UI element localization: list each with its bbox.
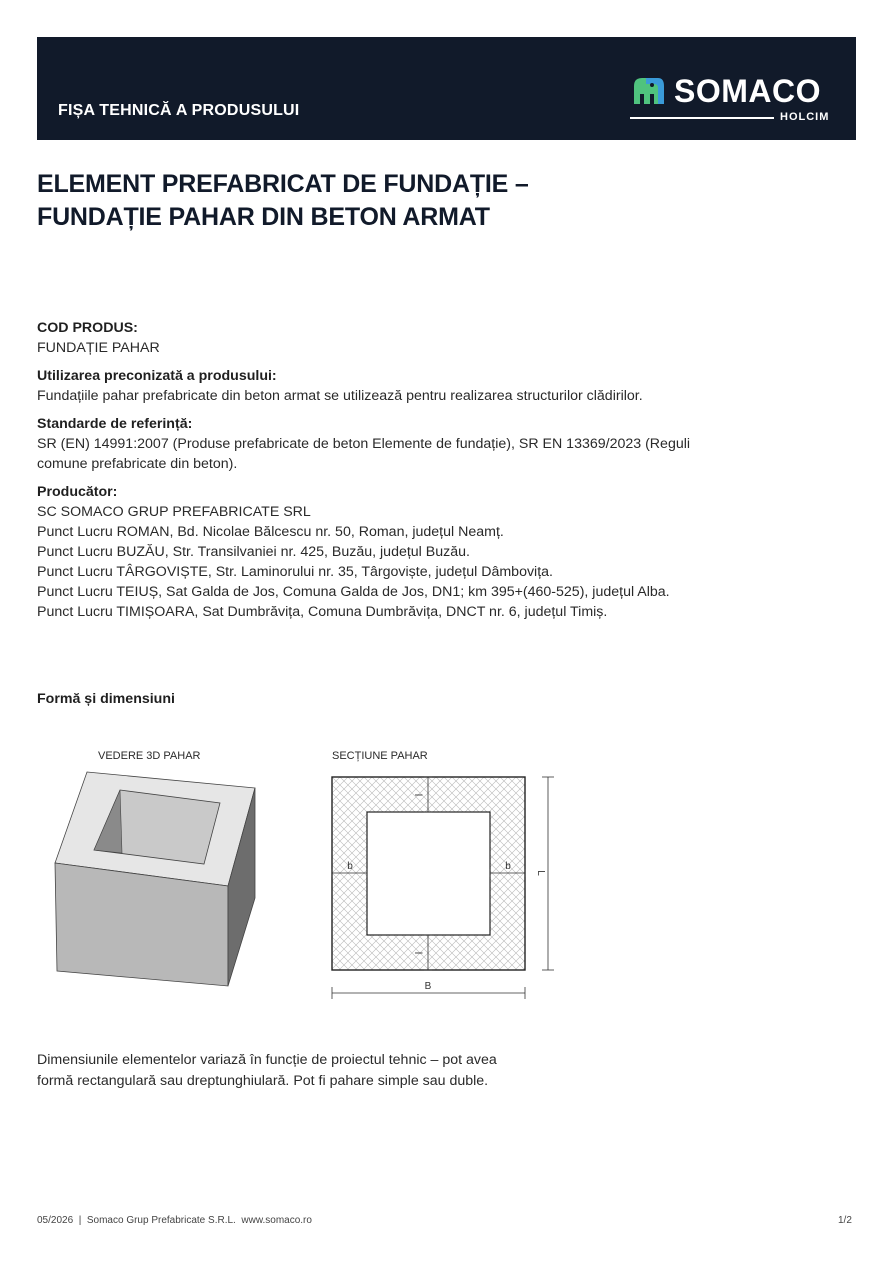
logo-subtitle: HOLCIM	[780, 111, 830, 123]
dim-label-l-bottom: l	[412, 951, 423, 955]
document-type-label: FIȘA TEHNICĂ A PRODUSULUI	[58, 102, 300, 119]
dim-label-L: L	[535, 870, 546, 876]
dim-label-B: B	[424, 981, 432, 992]
footer-info: 05/2026 | Somaco Grup Prefabricate S.R.L. www.somaco.ro	[37, 1215, 312, 1226]
header-banner	[37, 37, 856, 140]
logo-divider	[630, 117, 774, 119]
inner-cavity	[367, 812, 490, 935]
producer-line: Punct Lucru TIMIȘOARA, Sat Dumbrăvița, Comuna Dumbrăvița, DNCT nr. 6, județul Timiș.	[37, 604, 608, 620]
page-number: 1/2	[838, 1215, 852, 1226]
dim-label-b-left: b	[347, 861, 353, 872]
title-line-2: FUNDAȚIE PAHAR DIN BETON ARMAT	[37, 203, 490, 231]
pahar-3d-view	[50, 768, 260, 988]
section-heading: Formă și dimensiuni	[37, 691, 175, 707]
note-line-1: Dimensiunile elementelor variază în funcție de proiectul tehnic – pot avea	[37, 1052, 497, 1068]
dimensions-note	[37, 1050, 597, 1092]
logo-wordmark: SOMACO	[674, 73, 821, 109]
note-line-2: formă rectangulară sau dreptunghiulară. Pot fi pahare simple sau duble.	[37, 1073, 489, 1089]
util-label: Utilizarea preconizată a produsului:	[37, 368, 277, 384]
producer-line: Punct Lucru ROMAN, Bd. Nicolae Bălcescu nr. 50, Roman, județul Neamț.	[37, 524, 504, 540]
pahar-section-view	[320, 765, 560, 1005]
product-info	[37, 318, 797, 622]
producer-line: Punct Lucru TÂRGOVIȘTE, Str. Laminorului nr. 35, Târgoviște, județul Dâmbovița.	[37, 564, 553, 580]
util-value: Fundațiile pahar prefabricate din beton armat se utilizează pentru realizarea structurilor clădirilor.	[37, 388, 643, 404]
std-label: Standarde de referință:	[37, 416, 193, 432]
cod-label: COD PRODUS:	[37, 320, 138, 336]
producer-line: SC SOMACO GRUP PREFABRICATE SRL	[37, 504, 311, 520]
elephant-icon	[630, 74, 668, 108]
caption-section-view: SECȚIUNE PAHAR	[332, 750, 428, 762]
producer-line: Punct Lucru BUZĂU, Str. Transilvaniei nr. 425, Buzău, județul Buzău.	[37, 544, 470, 560]
somaco-logo	[630, 71, 840, 129]
page-title	[37, 168, 529, 234]
cod-value: FUNDAȚIE PAHAR	[37, 340, 160, 356]
std-value-line-2: comune prefabricate din beton).	[37, 456, 238, 472]
dim-label-b-right: b	[505, 861, 511, 872]
std-value-line-1: SR (EN) 14991:2007 (Produse prefabricate de beton Elemente de fundație), SR EN 13369/2023 (Reguli	[37, 436, 691, 452]
caption-3d-view: VEDERE 3D PAHAR	[98, 750, 201, 762]
title-line-1: ELEMENT PREFABRICAT DE FUNDAȚIE –	[37, 170, 529, 198]
dim-label-l-top: l	[412, 793, 423, 797]
producer-label: Producător:	[37, 484, 118, 500]
producer-line: Punct Lucru TEIUȘ, Sat Galda de Jos, Comuna Galda de Jos, DN1; km 395+(460-525), județul Alba.	[37, 584, 670, 600]
